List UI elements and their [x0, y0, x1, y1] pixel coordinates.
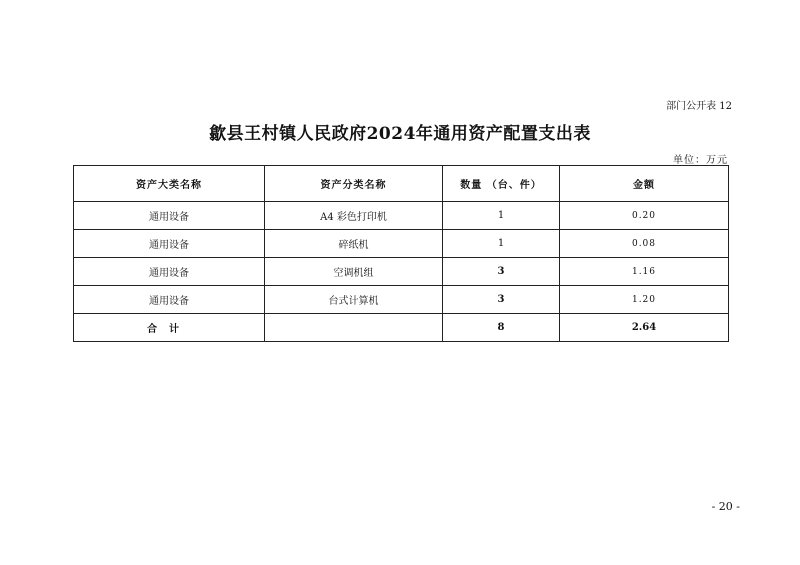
total-amount: 2.64	[560, 314, 729, 342]
unit-label: 单位：万元	[673, 155, 728, 166]
asset-expense-table	[73, 165, 729, 342]
total-label: 合计	[74, 314, 265, 342]
column-header-category: 资产大类名称	[74, 166, 265, 202]
cell-quantity: 3	[443, 258, 560, 286]
table-row	[74, 202, 729, 230]
table-total-row	[74, 314, 729, 342]
cell-quantity: 1	[443, 230, 560, 258]
column-header-subcategory: 资产分类名称	[265, 166, 443, 202]
cell-category: 通用设备	[74, 258, 265, 286]
cell-subcategory: 台式计算机	[265, 286, 443, 314]
cell-quantity: 3	[443, 286, 560, 314]
cell-subcategory: 空调机组	[265, 258, 443, 286]
page-number: - 20 -	[711, 500, 740, 513]
table-number-label: 部门公开表 12	[666, 101, 732, 112]
table-header-row	[74, 166, 729, 202]
cell-amount: 1.20	[560, 286, 729, 314]
column-header-amount: 金额	[560, 166, 729, 202]
cell-category: 通用设备	[74, 230, 265, 258]
cell-quantity: 1	[443, 202, 560, 230]
cell-category: 通用设备	[74, 286, 265, 314]
cell-amount: 0.08	[560, 230, 729, 258]
column-header-quantity: 数量 （台、件）	[443, 166, 560, 202]
cell-category: 通用设备	[74, 202, 265, 230]
cell-amount: 1.16	[560, 258, 729, 286]
total-quantity: 8	[443, 314, 560, 342]
cell-amount: 0.20	[560, 202, 729, 230]
table-row	[74, 258, 729, 286]
table-row	[74, 286, 729, 314]
table-row	[74, 230, 729, 258]
page-title: 歙县王村镇人民政府2024年通用资产配置支出表	[209, 124, 591, 144]
cell-subcategory: A4 彩色打印机	[265, 202, 443, 230]
total-subcategory-empty	[265, 314, 443, 342]
cell-subcategory: 碎纸机	[265, 230, 443, 258]
